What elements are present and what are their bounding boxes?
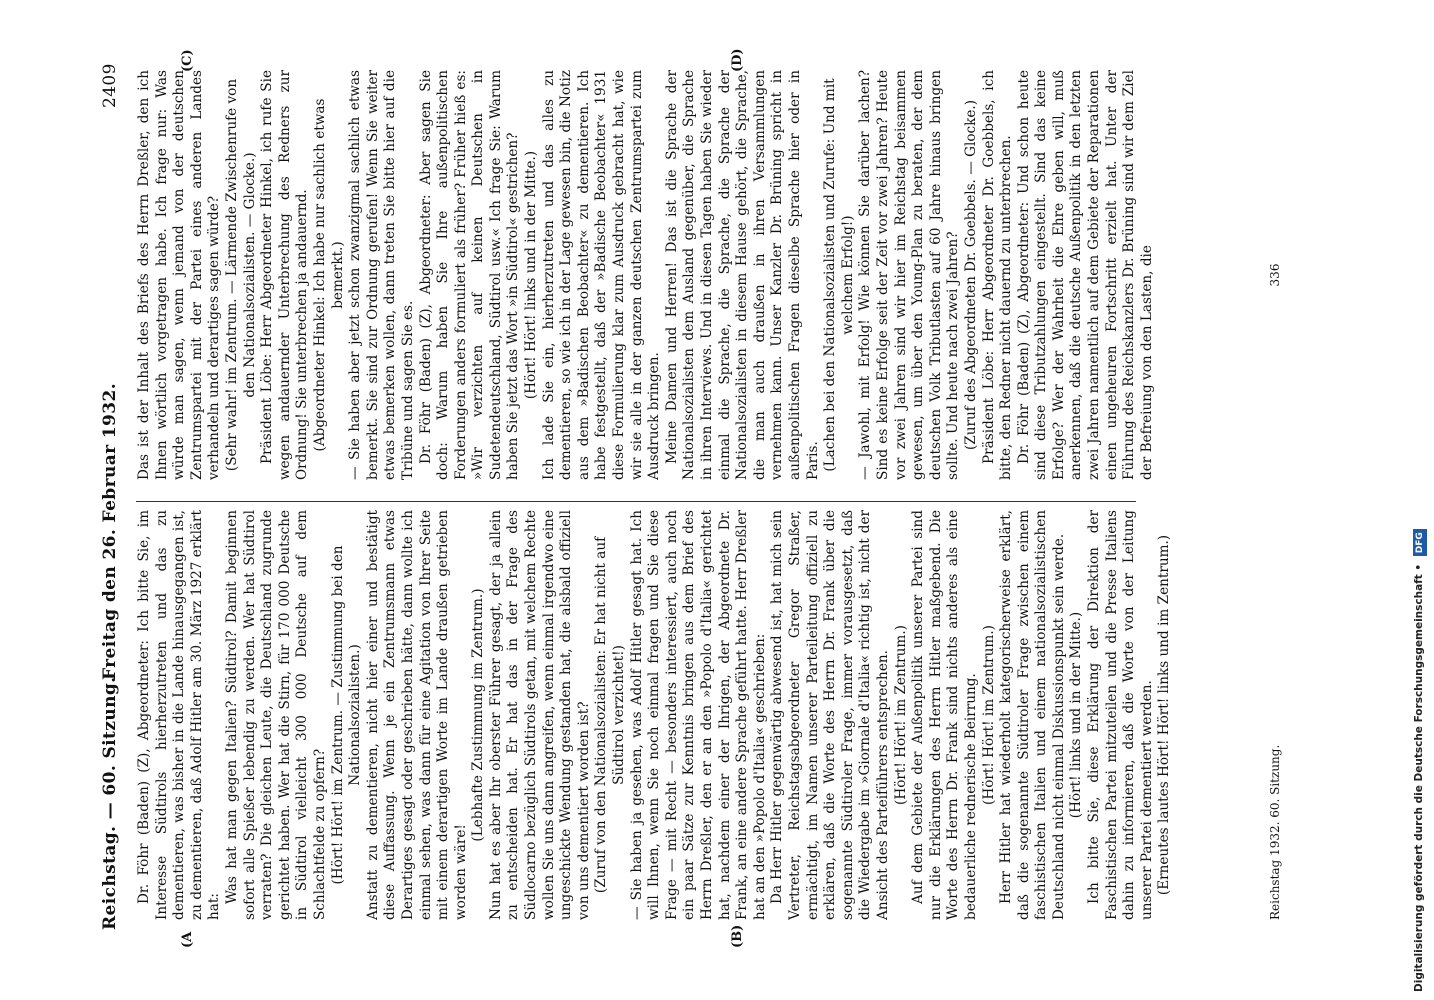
- speech-paragraph: Auf dem Gebiete der Außenpolitik unserer Partei sind nur die Erklärungen des Herrn Hitler maßgebend. Die Worte des Herrn Dr. Frank sind nichts anderes als eine bedauerliche rednerische Beirrung.: [910, 510, 979, 920]
- speech-paragraph: Ich bitte Sie, diese Erklärung der Direktion der Faschistischen Partei mitzuteilen und die Presse Italiens dahin zu informieren, daß die Worte von der Leitung unserer Partei dementiert werden.: [1086, 510, 1155, 920]
- header-date: Freitag den 26. Februar 1932.: [100, 382, 120, 680]
- speech-paragraph: Anstatt zu dementieren, nicht hier einer und bestätigt diese Auffassung. Wenn je ein Zentrumsmann etwas Derartiges gesagt oder geschrieben hätte, dann wollte ich einmal sehen, was dann für eine Agitation von Ihrer Seite mit einem derartigen Worte im Lande draußen getrieben worden wäre!: [364, 510, 469, 920]
- speech-paragraph: — Sie haben aber jetzt schon zwanzigmal sachlich etwas bemerkt. Sie sind zur Ordnung gerufen! Wenn Sie weiter etwas bemerken wollen, dann treten Sie bitte hier auf die Tribüne und sagen Sie es.: [347, 70, 416, 480]
- interjection-paragraph: (Hört! Hört! im Zentrum.): [980, 625, 997, 805]
- page-number: 2409: [100, 63, 120, 108]
- speech-paragraph: Präsident Löbe: Herr Abgeordneter Hinkel, ich rufe Sie wegen andauernder Unterbrechung des Redners zur Ordnung! Sie unterbrechen ja andauernd.: [259, 70, 311, 480]
- left-column: [136, 510, 1246, 920]
- margin-marker-b: (B): [730, 924, 745, 948]
- interjection-paragraph: (Sehr wahr! im Zentrum. — Lärmende Zwischenrufe von den Nationalsozialisten. — Glocke.): [223, 78, 258, 472]
- speech-paragraph: Herr Hitler hat wiederholt kategorischerweise erklärt, daß die sogenannte Südtiroler Frage zwischen einem faschistischen Italien und einem nationalsozialistischen Deutschland nicht einmal Diskussionspunkt sein werde.: [998, 510, 1067, 920]
- sidebar-credit-text: Digitalisierung gefördert durch die Deutsche Forschungsgemeinschaft •: [1413, 563, 1425, 992]
- interjection-paragraph: (Erneutes lautes Hört! Hört! links und im Zentrum.): [1156, 534, 1173, 896]
- sidebar-credit: [1408, 8, 1430, 992]
- interjection-paragraph: (Zuruf von den Nationalsozialisten: Er hat nicht auf Südtirol verzichtet!): [593, 536, 628, 894]
- interjection-paragraph: (Hört! Hört! links und in der Mitte.): [523, 150, 540, 400]
- speech-paragraph: Nun hat es aber Ihr oberster Führer gesagt, der ja allein zu entscheiden hat. Er hat das in der Frage des Südlocarno bezüglich Südtirols getan, mit welchem Rechte wollen Sie uns dann angreifen, wenn einmal irgendwo eine ungeschickte Wendung gestanden hat, die alsbald offiziell von uns dementiert worden ist?: [487, 510, 592, 920]
- interjection-paragraph: (Zuruf des Abgeordneten Dr. Goebbels. — Glocke.): [962, 99, 979, 451]
- digitization-sidebar: [1408, 8, 1432, 992]
- speech-paragraph: Dr. Föhr (Baden) (Z), Abgeordneter: Ich bitte Sie, im Interesse Südtirols hierherzutreten und das zu dementieren, was bisher in die Lande hinausgegangen ist, zu dementieren, daß Adolf Hitler am 30. März 1927 erklärt hat:: [136, 510, 223, 920]
- margin-marker-d: (D): [730, 48, 745, 72]
- signature-number: 336: [1268, 263, 1282, 287]
- margin-marker-c: (C): [180, 49, 195, 72]
- speech-paragraph: Das ist der Inhalt des Briefs des Herrn Dreßler, den ich Ihnen wörtlich vorgetragen habe. Ich frage nur: Was würde man sagen, wenn jemand von der deutschen Zentrumspartei mit der Partei eines anderen Landes verhandeln und derartiges sagen würde?: [136, 70, 223, 480]
- speech-paragraph: Da Herr Hitler gegenwärtig abwesend ist, hat mich sein Vertreter, Reichstagsabgeordneter Gregor Straßer, ermächtigt, im Namen unserer Parteileitung offiziell zu erklären, daß die Worte des Herrn Dr. Frank über die sogenannte Südtiroler Frage, immer vorausgesetzt, daß die Wiedergabe im »Giornale d'Italia« richtig ist, nicht der Ansicht des Parteiführers entsprechen.: [769, 510, 891, 920]
- interjection-paragraph: (Hört! Hört! im Zentrum. — Zustimmung bei den Nationalsozialisten.): [329, 545, 364, 885]
- interjection-paragraph: (Lebhafte Zustimmung im Zentrum.): [470, 588, 487, 842]
- speech-paragraph: — Jawohl, mit Erfolg! Wie können Sie darüber lachen? Sind es keine Erfolge seit der Zeit vor zwei Jahren? Heute vor zwei Jahren sind wir hier im Reichstag beisammen gewesen, um über den Young-Plan zu beraten, der dem deutschen Volk Tributlasten auf 60 Jahre hinaus bringen sollte. Und heute nach zwei Jahren?: [857, 70, 962, 480]
- speech-paragraph: Präsident Löbe: Herr Abgeordneter Dr. Goebbels, ich bitte, den Redner nicht dauernd zu unterbrechen.: [980, 70, 1015, 480]
- speech-paragraph: Dr. Föhr (Baden) (Z), Abgeordneter: Und schon heute sind diese Tributzahlungen eingestellt. Sind das keine Erfolge? Wer der Wahrheit die Ehre geben will, muß anerkennen, daß die deutsche Außenpolitik in den letzten zwei Jahren namentlich auf dem Gebiete der Reparationen einen ungeheuren Fortschritt erzielt hat. Unter der Führung des Reichskanzlers Dr. Brüning sind wir dem Ziel der Befreiung von den Lasten, die: [1015, 70, 1155, 480]
- document-page: [90, 50, 1334, 950]
- speech-paragraph: Was hat man gegen Italien? Südtirol? Damit beginnen sofort alle Spießer lebendig zu werden. Wer hat Südtirol verraten? Die gleichen Leute, die Deutschland zugrunde gerichtet haben. Wer hat die Stirn, für 170 000 Deutsche in Südtirol vielleicht 300 000 Deutsche auf dem Schlachtfelde zu opfern?: [223, 510, 328, 920]
- speech-paragraph: — Sie haben ja gesehen, was Adolf Hitler gesagt hat. Ich will Ihnen, wenn Sie noch einmal fragen und Sie diese Frage — mit Recht — besonders interessiert, auch noch ein paar Sätze zur Kenntnis bringen aus dem Brief des Herrn Dreßler, den er an den »Popolo d'Italia« gerichtet hat, nachdem einer der Ihrigen, der Abgeordnete Dr. Frank, an eine andere Sprache geführt hatte. Herr Dreßler hat an den »Popolo d'Italia« geschrieben:: [628, 510, 768, 920]
- interjection-paragraph: (Lachen bei den Nationalsozialisten und Zurufe: Und mit welchem Erfolg!): [822, 78, 856, 472]
- page-header: [90, 50, 130, 950]
- header-session: Reichstag. — 60. Sitzung.: [100, 676, 120, 930]
- speech-paragraph: Ich lade Sie ein, hierherzutreten und das alles zu dementieren, so wie ich in der Lage gewesen bin, die Notiz aus dem »Badischen Beobachter« zu dementieren. Ich habe festgestellt, daß der »Badische Beobachter« 1931 diese Formulierung klar zum Ausdruck gebracht hat, wie wir sie alle in der ganzen deutschen Zentrumspartei zum Ausdruck bringen.: [540, 70, 663, 480]
- interjection-paragraph: (Hört! links und in der Mitte.): [1068, 611, 1085, 819]
- dfg-logo: DFG: [1413, 529, 1427, 556]
- column-divider: [136, 501, 1136, 502]
- right-column: [136, 70, 1246, 480]
- interjection-paragraph: (Hört! Hört! im Zentrum.): [892, 625, 909, 805]
- interjection-paragraph: (Abgeordneter Hinkel: Ich habe nur sachlich etwas bemerkt.): [311, 98, 346, 452]
- speech-paragraph: Dr. Föhr (Baden) (Z), Abgeordneter: Aber sagen Sie doch: Warum haben Sie Ihre außenpolitischen Forderungen anders formuliert als früher? Früher hieß es: »Wir verzichten auf keinen Deutschen in Sudetendeutschland, Südtirol usw.« Ich frage Sie: Warum haben Sie jetzt das Wort »in Südtirol« gestrichen?: [417, 70, 522, 480]
- footer-citation: Reichstag 1932. 60. Sitzung.: [1268, 744, 1282, 920]
- speech-paragraph: Meine Damen und Herren! Das ist die Sprache der Nationalsozialisten dem Ausland gegenüber, die Sprache in ihren Interviews. Und in diesen Tagen haben Sie wieder einmal die Sprache, die Sprache, die Sprache der Nationalsozialisten in diesem Hause gehört, die Sprache, die man auch draußen in ihren Versammlungen vernehmen kann. Unser Kanzler Dr. Brüning spricht in außenpolitischen Fragen dieselbe Sprache hier oder in Paris.: [663, 70, 821, 480]
- margin-marker-a: (A: [180, 931, 195, 948]
